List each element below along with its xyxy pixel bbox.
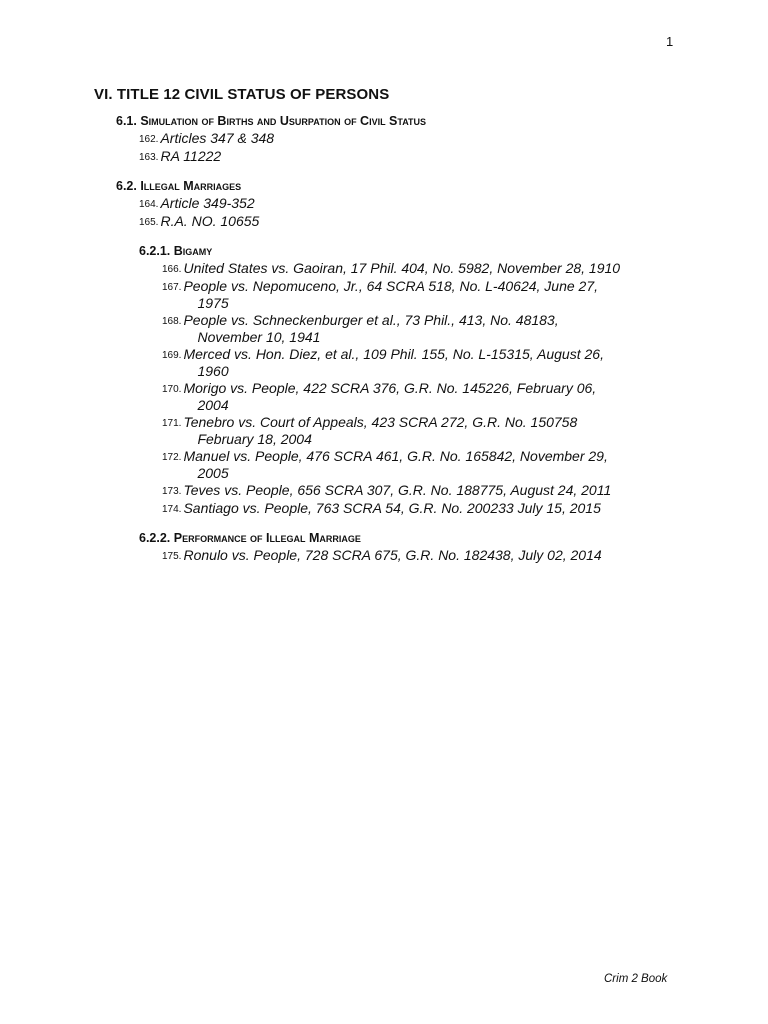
citation-item: [162, 500, 714, 518]
citation-text: [160, 195, 714, 213]
citation-line: RA 11222: [160, 148, 222, 164]
citation-text: [160, 130, 714, 148]
citation-item: [162, 547, 714, 565]
citation-continuation-line: November 10, 1941: [197, 329, 321, 345]
citation-item: [162, 482, 714, 500]
citation-continuation-line: February 18, 2004: [197, 431, 312, 447]
citation-line: Morigo vs. People, 422 SCRA 376, G.R. No. 145226, February 06,: [183, 380, 597, 396]
section-heading-6-2-1: 6.2.1. Bigamy: [139, 244, 213, 258]
citation-text: [183, 482, 714, 500]
citation-number: 169.: [162, 350, 182, 361]
citation-item: [139, 148, 714, 166]
citation-text: [183, 312, 714, 346]
citation-continuation-line: 2005: [197, 465, 229, 481]
citation-line: Articles 347 & 348: [160, 130, 275, 146]
citation-item: [162, 414, 714, 448]
citation-item: [139, 195, 714, 213]
citation-text: [183, 380, 714, 414]
citation-number: 165.: [139, 217, 159, 228]
citation-item: [139, 213, 714, 231]
citation-number: 174.: [162, 504, 182, 515]
citation-item: [162, 380, 714, 414]
citation-text: [183, 414, 714, 448]
citation-number: 173.: [162, 486, 182, 497]
citation-line: Merced vs. Hon. Diez, et al., 109 Phil. 155, No. L-15315, August 26,: [183, 346, 604, 362]
citation-number: 164.: [139, 199, 159, 210]
citation-number: 167.: [162, 282, 182, 293]
citation-line: R.A. NO. 10655: [160, 213, 260, 229]
citation-number: 170.: [162, 384, 182, 395]
citation-item: [139, 130, 714, 148]
section-list-6-2-2: [162, 547, 714, 565]
citation-continuation-line: 1975: [197, 295, 229, 311]
citation-line: Article 349-352: [160, 195, 255, 211]
citation-line: Santiago vs. People, 763 SCRA 54, G.R. No. 200233 July 15, 2015: [183, 500, 601, 516]
citation-number: 162.: [139, 134, 159, 145]
citation-text: [183, 278, 714, 312]
citation-item: [162, 260, 714, 278]
citation-item: [162, 278, 714, 312]
section-list-6-2-1: [162, 260, 714, 518]
citation-text: [183, 346, 714, 380]
chapter-title: VI. TITLE 12 CIVIL STATUS OF PERSONS: [94, 86, 390, 103]
page-number: 1: [666, 34, 674, 49]
citation-number: 166.: [162, 264, 182, 275]
section-heading-6-2-2: 6.2.2. Performance of Illegal Marriage: [139, 531, 361, 545]
citation-text: [183, 547, 714, 565]
citation-line: Teves vs. People, 656 SCRA 307, G.R. No. 188775, August 24, 2011: [183, 482, 612, 498]
citation-continuation-line: 1960: [197, 363, 229, 379]
section-heading-6-1: 6.1. Simulation of Births and Usurpation of Civil Status: [116, 114, 427, 128]
citation-item: [162, 312, 714, 346]
document-body: [94, 86, 714, 565]
citation-number: 163.: [139, 152, 159, 163]
citation-text: [160, 213, 714, 231]
citation-number: 168.: [162, 316, 182, 327]
citation-item: [162, 346, 714, 380]
citation-line: United States vs. Gaoiran, 17 Phil. 404, No. 5982, November 28, 1910: [183, 260, 621, 276]
citation-line: People vs. Schneckenburger et al., 73 Phil., 413, No. 48183,: [183, 312, 559, 328]
citation-text: [183, 500, 714, 518]
citation-line: Manuel vs. People, 476 SCRA 461, G.R. No. 165842, November 29,: [183, 448, 608, 464]
citation-number: 172.: [162, 452, 182, 463]
citation-line: People vs. Nepomuceno, Jr., 64 SCRA 518, No. L-40624, June 27,: [183, 278, 599, 294]
citation-text: [183, 448, 714, 482]
section-heading-6-2: 6.2. Illegal Marriages: [116, 179, 242, 193]
section-list-6-2: [139, 195, 714, 231]
citation-number: 175.: [162, 551, 182, 562]
citation-number: 171.: [162, 418, 182, 429]
citation-text: [160, 148, 714, 166]
citation-continuation-line: 2004: [197, 397, 229, 413]
citation-line: Tenebro vs. Court of Appeals, 423 SCRA 272, G.R. No. 150758: [183, 414, 578, 430]
citation-line: Ronulo vs. People, 728 SCRA 675, G.R. No. 182438, July 02, 2014: [183, 547, 602, 563]
citation-text: [183, 260, 714, 278]
footer-book-title: Crim 2 Book: [604, 973, 668, 985]
section-list-6-1: [139, 130, 714, 166]
citation-item: [162, 448, 714, 482]
